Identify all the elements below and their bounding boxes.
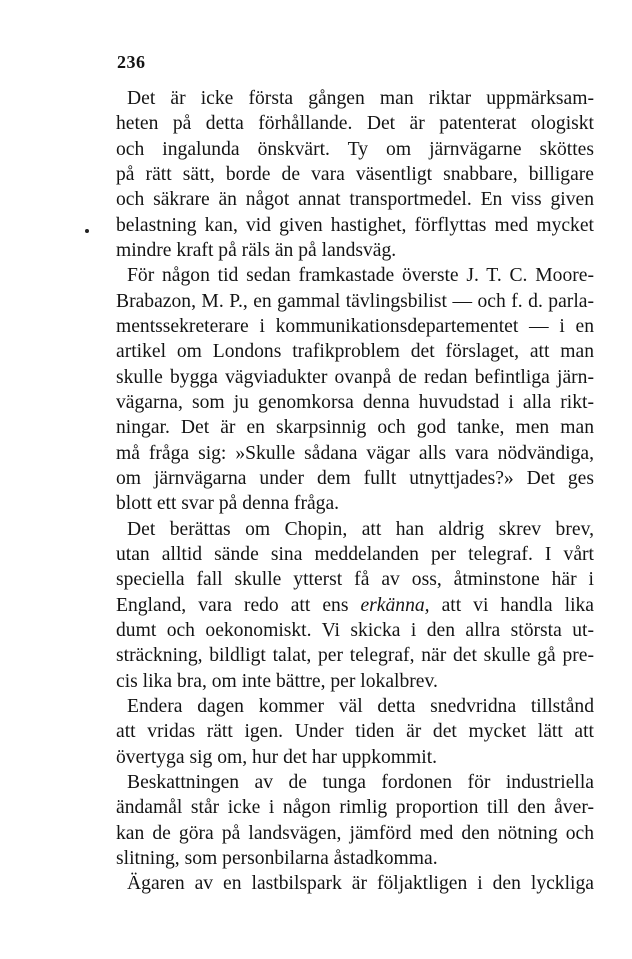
text-line: Ägaren av en lastbilspark är följaktligen i den lyckliga bbox=[127, 873, 594, 895]
text-line: artikel om Londons trafikproblem det förslaget, att man bbox=[116, 341, 594, 363]
text-line: sträckning, bildligt talat, per telegraf, när det skulle gå pre- bbox=[116, 645, 594, 667]
text-line: övertyga sig om, hur det har uppkommit. bbox=[116, 746, 438, 768]
text-line: Beskattningen av de tunga fordonen för industriella bbox=[127, 771, 594, 793]
body-text bbox=[116, 86, 594, 897]
text-line: mentssekreterare i kommunikationsdepartementet — i en bbox=[116, 315, 594, 337]
text-line: speciella fall skulle ytterst få av oss, åtminstone här i bbox=[116, 569, 594, 591]
text-line: på rätt sätt, borde de vara väsentligt snabbare, billigare bbox=[116, 163, 594, 185]
text-segment: att vi handla lika bbox=[429, 594, 595, 616]
text-line: skulle bygga vägviadukter ovanpå de redan befintliga järn- bbox=[116, 366, 594, 388]
text-line: ändamål står icke i någon rimlig proportion till den åver- bbox=[116, 797, 594, 819]
text-line: mindre kraft på räls än på landsväg. bbox=[116, 239, 397, 261]
emphasized-word: erkänna, bbox=[360, 594, 430, 616]
text-line: Endera dagen kommer väl detta snedvridna tillstånd bbox=[127, 695, 594, 717]
text-line: Det är icke första gången man riktar uppmärksam- bbox=[127, 88, 594, 109]
text-line: ningar. Det är en skarpsinnig och god tanke, men man bbox=[116, 417, 594, 439]
text-line: kan de göra på landsvägen, jämförd med den nötning och bbox=[116, 822, 594, 844]
text-line: Det berättas om Chopin, att han aldrig skrev brev, bbox=[127, 518, 594, 540]
text-segment: England, vara redo att ens bbox=[116, 594, 361, 616]
text-line: må fråga sig: »Skulle sådana vägar alls vara nödvändiga, bbox=[116, 442, 594, 464]
text-line: dumt och oekonomiskt. Vi skicka i den allra största ut- bbox=[116, 619, 594, 641]
text-line bbox=[116, 593, 594, 618]
text-line: om järnvägarna under dem fullt utnyttjades?» Det ges bbox=[116, 467, 594, 489]
margin-dot-mark bbox=[85, 229, 89, 233]
text-line: Brabazon, M. P., en gammal tävlingsbilist — och f. d. parla- bbox=[116, 290, 594, 312]
text-line: och säkrare än något annat transportmedel. En viss given bbox=[116, 189, 594, 211]
text-line: blott ett svar på denna fråga. bbox=[116, 493, 340, 515]
text-line: vägarna, som ju genomkorsa denna huvudstad i alla rikt- bbox=[116, 391, 594, 413]
text-line: cis lika bra, om inte bättre, per lokalbrev. bbox=[116, 670, 438, 692]
text-line: belastning kan, vid given hastighet, förflyttas med mycket bbox=[116, 214, 594, 236]
page-number: 236 bbox=[117, 52, 146, 72]
text-line: heten på detta förhållande. Det är patenterat ologiskt bbox=[116, 113, 594, 135]
text-line: och ingalunda önskvärt. Ty om järnvägarne sköttes bbox=[116, 138, 594, 160]
text-line: För någon tid sedan framkastade överste J. T. C. Moore- bbox=[127, 265, 594, 287]
text-line: slitning, som personbilarna åstadkomma. bbox=[116, 847, 438, 869]
text-line: att vridas rätt igen. Under tiden är det mycket lätt att bbox=[116, 721, 594, 743]
text-line: utan alltid sände sina meddelanden per telegraf. I vårt bbox=[116, 543, 594, 565]
